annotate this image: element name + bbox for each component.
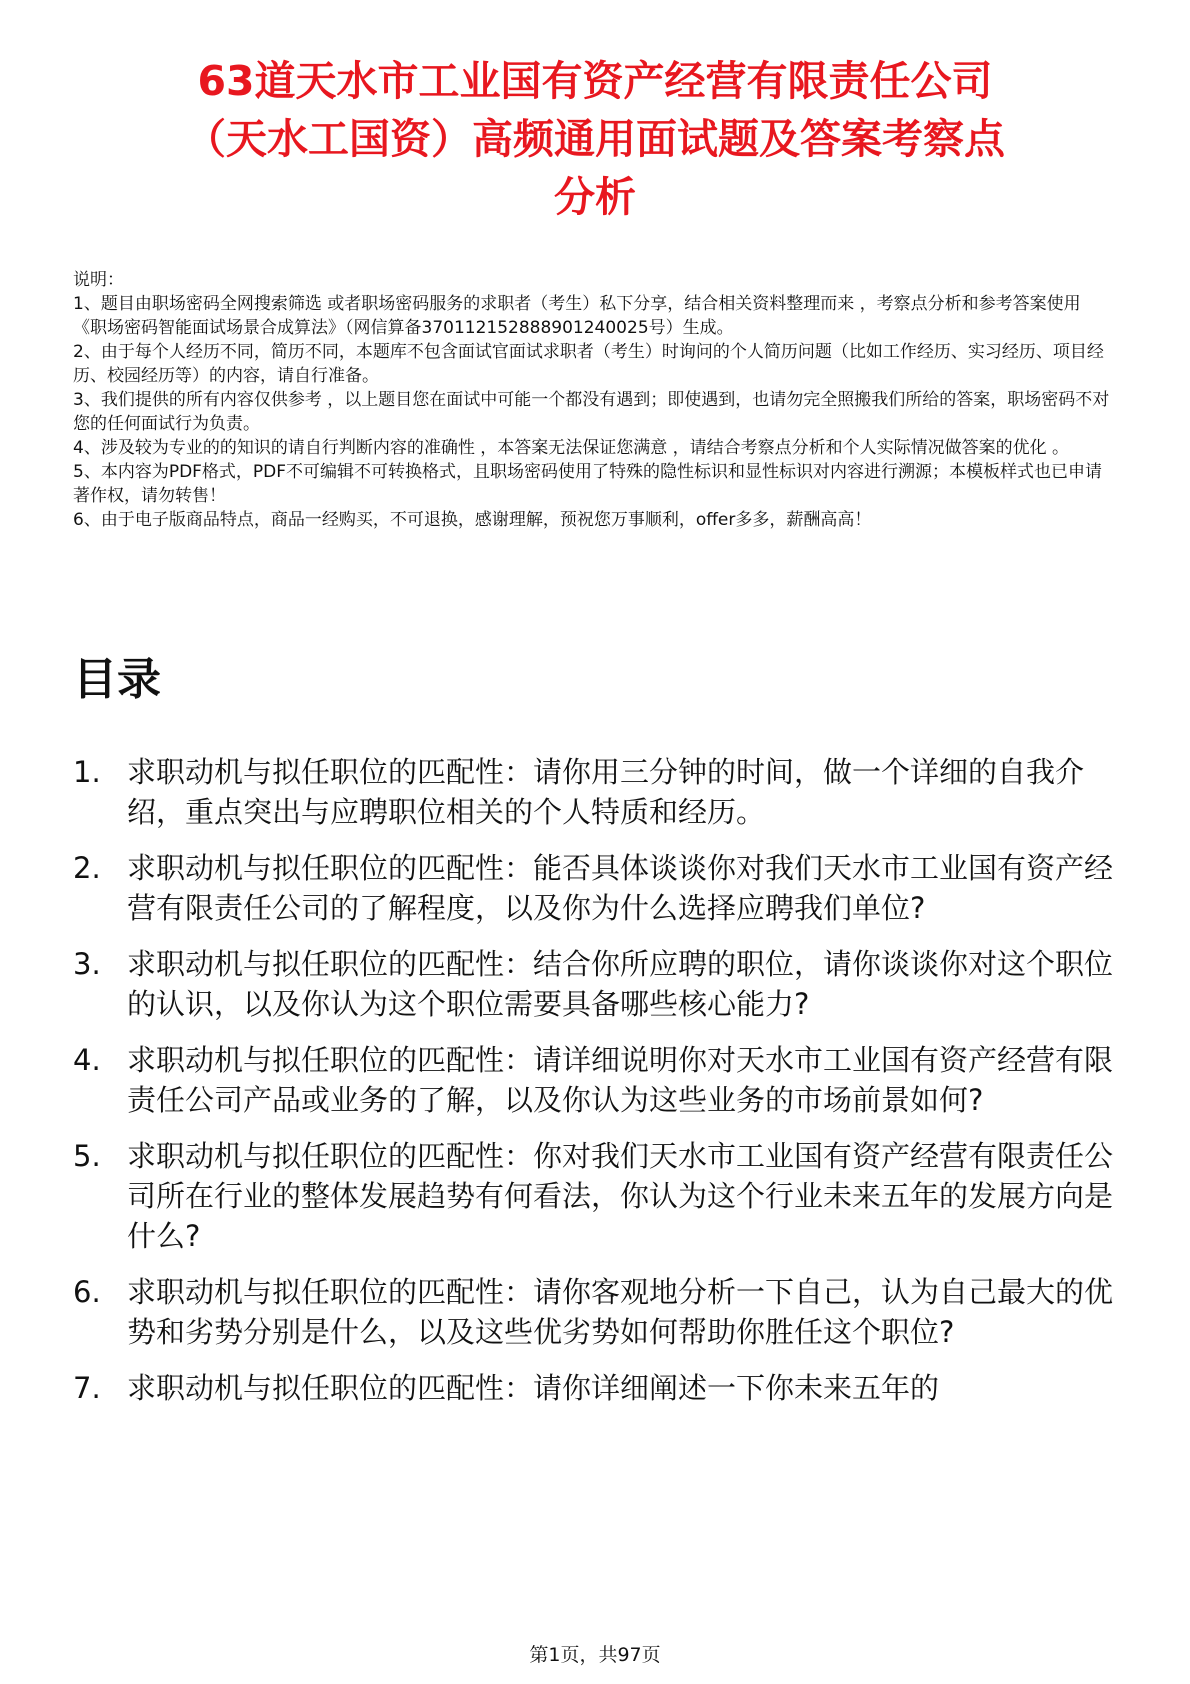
toc-item-text: 求职动机与拟任职位的匹配性：请你客观地分析一下自己，认为自己最大的优势和劣势分别是什么，以及这些优劣势如何帮助你胜任这个职位? [127,1275,1114,1349]
toc-item[interactable] [73,1040,1113,1120]
toc-item-number: 7. [73,1371,101,1405]
toc-item[interactable] [73,1368,1113,1408]
toc-item-text: 求职动机与拟任职位的匹配性：请你详细阐述一下你未来五年的 [127,1371,940,1405]
table-of-contents [73,752,1113,1408]
toc-item[interactable] [73,1136,1113,1256]
toc-item[interactable] [73,1272,1113,1352]
title-line-3: 分析 [554,173,636,221]
toc-item[interactable] [73,944,1113,1024]
toc-item-text: 求职动机与拟任职位的匹配性：请你用三分钟的时间，做一个详细的自我介绍，重点突出与应聘职位相关的个人特质和经历。 [127,755,1085,829]
toc-item-text: 求职动机与拟任职位的匹配性：请详细说明你对天水市工业国有资产经营有限责任公司产品或业务的了解，以及你认为这些业务的市场前景如何? [127,1043,1114,1117]
page-footer: 第1页，共97页 [529,1644,661,1666]
note-item: 5、本内容为PDF格式，PDF不可编辑不可转换格式，且职场密码使用了特殊的隐性标识和显性标识对内容进行溯源；本模板样式也已申请著作权，请勿转售！ [73,462,1103,506]
document-title [60,52,1130,226]
toc-item[interactable] [73,848,1113,928]
toc-item-number: 5. [73,1139,101,1173]
notes-section [73,268,1113,532]
note-item: 4、涉及较为专业的的知识的请自行判断内容的准确性 ，本答案无法保证您满意 ，请结合考察点分析和个人实际情况做答案的优化 。 [73,438,1070,458]
toc-item-number: 1. [73,755,101,789]
toc-item-number: 6. [73,1275,101,1309]
note-item: 3、我们提供的所有内容仅供参考 ，以上题目您在面试中可能一个都没有遇到；即使遇到，也请勿完全照搬我们所给的答案，职场密码不对您的任何面试行为负责。 [73,390,1110,434]
title-line-1: 63道天水市工业国有资产经营有限责任公司 [197,57,993,105]
toc-item-text: 求职动机与拟任职位的匹配性：你对我们天水市工业国有资产经营有限责任公司所在行业的整体发展趋势有何看法，你认为这个行业未来五年的发展方向是什么? [127,1139,1114,1253]
note-item: 1、题目由职场密码全网搜索筛选 或者职场密码服务的求职者（考生）私下分享，结合相关资料整理而来 ，考察点分析和参考答案使用《职场密码智能面试场景合成算法》（网信算备370112152888901240025号）生成。 [73,294,1081,338]
toc-item-number: 4. [73,1043,101,1077]
note-item: 6、由于电子版商品特点，商品一经购买，不可退换，感谢理解，预祝您万事顺利，offer多多，薪酬高高！ [73,510,872,530]
note-item: 2、由于每个人经历不同，简历不同，本题库不包含面试官面试求职者（考生）时询问的个人简历问题（比如工作经历、实习经历、项目经历、校园经历等）的内容，请自行准备。 [73,342,1104,386]
toc-heading: 目录 [73,654,161,705]
title-line-2: （天水工国资）高频通用面试题及答案考察点 [185,115,1005,163]
toc-item-text: 求职动机与拟任职位的匹配性：结合你所应聘的职位，请你谈谈你对这个职位的认识，以及你认为这个职位需要具备哪些核心能力? [127,947,1114,1021]
toc-item-number: 3. [73,947,101,981]
notes-heading: 说明： [73,270,124,290]
toc-item-number: 2. [73,851,101,885]
toc-item-text: 求职动机与拟任职位的匹配性：能否具体谈谈你对我们天水市工业国有资产经营有限责任公司的了解程度，以及你为什么选择应聘我们单位? [127,851,1114,925]
toc-item[interactable] [73,752,1113,832]
